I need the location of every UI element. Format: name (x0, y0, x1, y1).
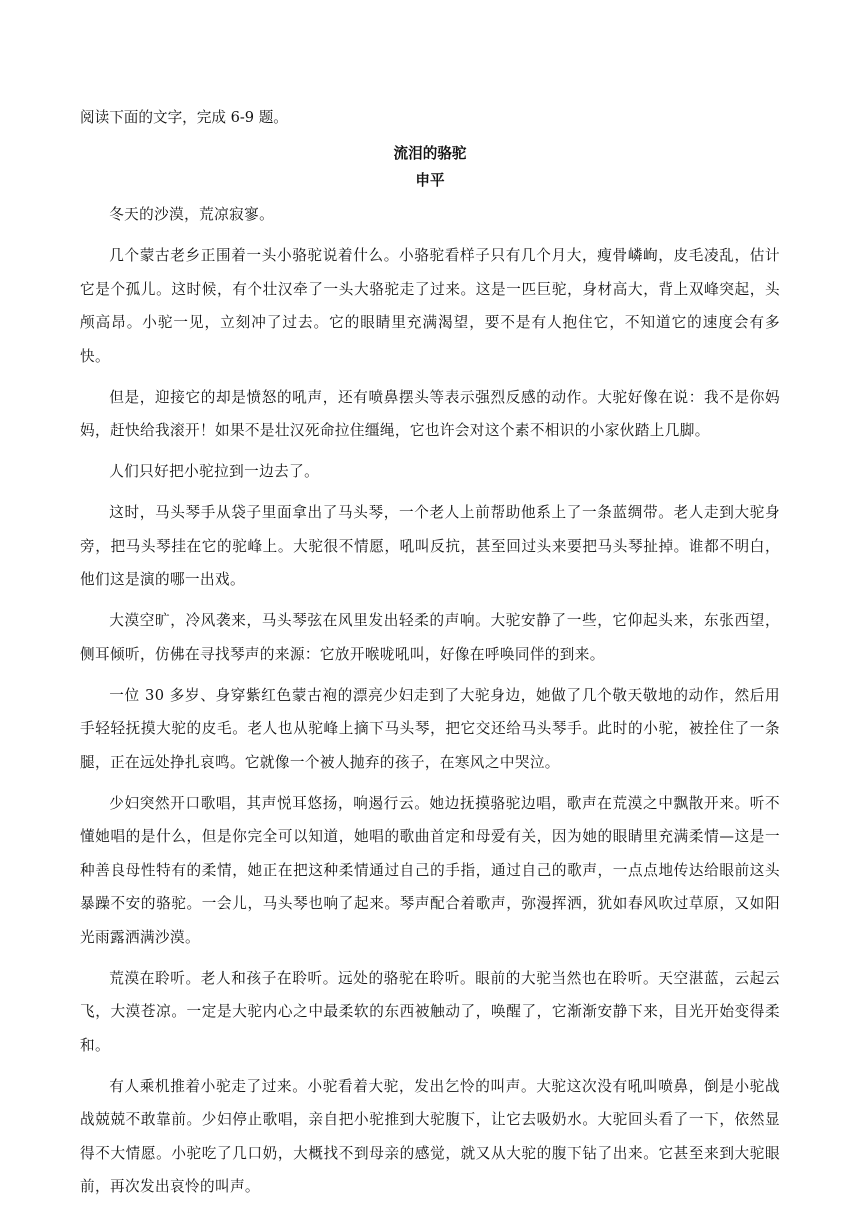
paragraph-9: 荒漠在聆听。老人和孩子在聆听。远处的骆驼在聆听。眼前的大驼当然也在聆听。天空湛蓝，云起云飞，大漠苍凉。一定是大驼内心之中最柔软的东西被触动了，唤醒了，它渐渐安静下来，目光开始变得柔和。 (80, 969, 780, 1054)
paragraph-10: 有人乘机推着小驼走了过来。小驼看着大驼，发出乞怜的叫声。大驼这次没有吼叫喷鼻，倒是小驼战战兢兢不敢靠前。少妇停止歌唱，亲自把小驼推到大驼腹下，让它去吸奶水。大驼回头看了一下，依然显得不大情愿。小驼吃了几口奶，大概找不到母亲的感觉，就又从大驼的腹下钻了出来。它甚至来到大驼眼前，再次发出哀怜的叫声。 (80, 1077, 780, 1195)
paragraph-3: 但是，迎接它的却是愤怒的吼声，还有喷鼻摆头等表示强烈反感的动作。大驼好像在说：我不是你妈妈，赶快给我滚开！如果不是壮汉死命拉住缰绳，它也许会对这个素不相识的小家伙踏上几脚。 (80, 388, 780, 439)
reading-instruction: 阅读下面的文字，完成 6-9 题。 (80, 109, 288, 126)
paragraph-6: 大漠空旷，冷风袭来，马头琴弦在风里发出轻柔的声响。大驼安静了一些，它仰起头来，东张西望，侧耳倾听，仿佛在寻找琴声的来源：它放开喉咙吼叫，好像在呼唤同伴的到来。 (80, 612, 780, 663)
paragraph-2: 几个蒙古老乡正围着一头小骆驼说着什么。小骆驼看样子只有几个月大，瘦骨嶙峋，皮毛凌乱，估计它是个孤儿。这时候，有个壮汉牵了一头大骆驼走了过来。这是一匹巨驼，身材高大，背上双峰突起，头颅高昂。小驼一见，立刻冲了过去。它的眼睛里充满渴望，要不是有人抱住它，不知道它的速度会有多快。 (80, 247, 780, 365)
paragraph-8: 少妇突然开口歌唱，其声悦耳悠扬，响遏行云。她边抚摸骆驼边唱，歌声在荒漠之中飘散开来。听不懂她唱的是什么，但是你完全可以知道，她唱的歌曲首定和母爱有关，因为她的眼睛里充满柔情—这是一种善良母性特有的柔情，她正在把这种柔情通过自己的手指，通过自己的歌声，一点点地传达给眼前这头暴躁不安的骆驼。一会儿，马头琴也响了起来。琴声配合着歌声，弥漫挥洒，犹如春风吹过草原，又如阳光雨露洒满沙漠。 (80, 794, 780, 946)
article-body (80, 198, 780, 1204)
paragraph-1: 冬天的沙漠，荒凉寂寥。 (109, 206, 275, 223)
paragraph-5: 这时，马头琴手从袋子里面拿出了马头琴，一个老人上前帮助他系上了一条蓝绸带。老人走到大驼身旁，把马头琴挂在它的驼峰上。大驼很不情愿，吼叫反抗，甚至回过头来要把马头琴扯掉。谁都不明白，他们这是演的哪一出戏。 (80, 504, 780, 588)
article-author: 申平 (415, 172, 445, 189)
article-title: 流泪的骆驼 (393, 145, 467, 162)
paragraph-4: 人们只好把小驼拉到一边去了。 (109, 463, 320, 480)
paragraph-7: 一位 30 多岁、身穿紫红色蒙古袍的漂亮少妇走到了大驼身边，她做了几个敬天敬地的动作，然后用手轻轻抚摸大驼的皮毛。老人也从驼峰上摘下马头琴，把它交还给马头琴手。此时的小驼，被拴住了一条腿，正在远处挣扎哀鸣。它就像一个被人抛弃的孩子，在寒风之中哭泣。 (80, 686, 780, 771)
